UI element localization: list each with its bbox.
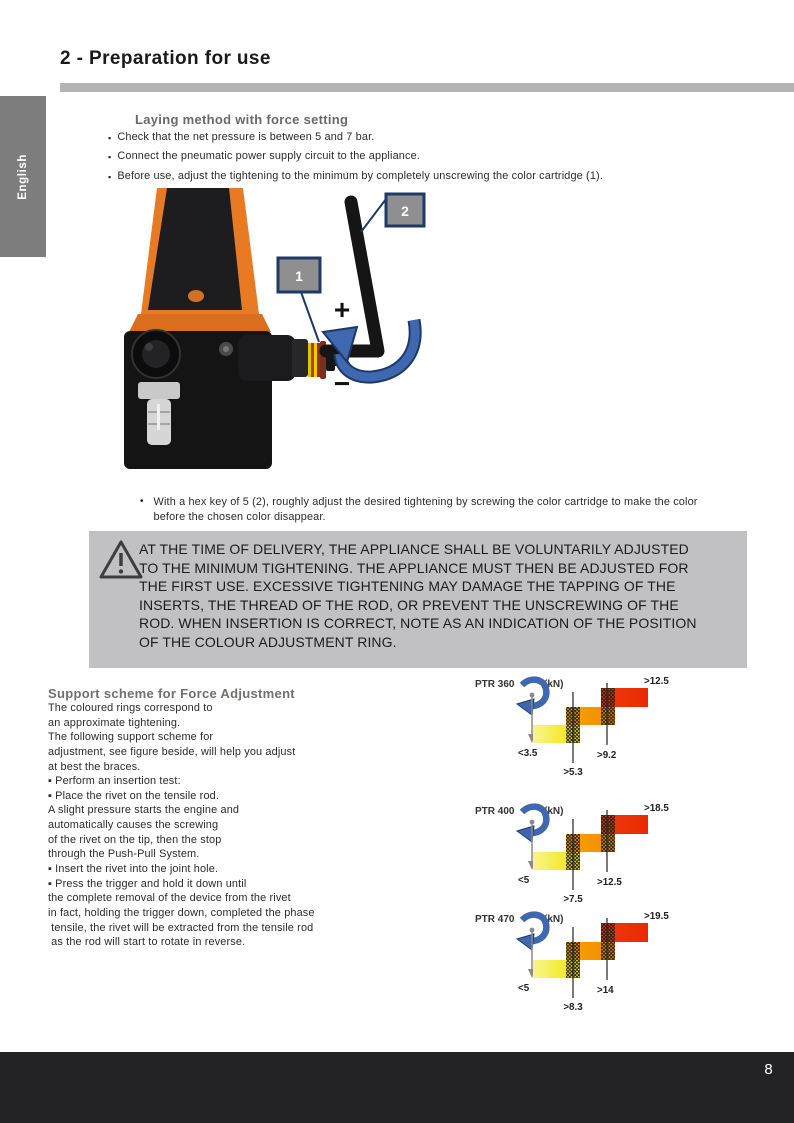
bullet-marker: ▪ (108, 171, 112, 182)
force-diagram (460, 903, 750, 1023)
support-text-line: in fact, holding the trigger down, completed the phase (48, 906, 315, 919)
tool-figure (120, 186, 430, 478)
plus-symbol: + (333, 294, 351, 325)
support-text-line: ▪ Place the rivet on the tensile rod. (48, 789, 220, 802)
bullet-text: Connect the pneumatic power supply circuit to the appliance. (117, 150, 420, 163)
support-scheme-text (48, 702, 315, 951)
section-heading-support-scheme: Support scheme for Force Adjustment (48, 686, 295, 701)
list-item (108, 131, 603, 150)
bullet-marker: • (140, 496, 144, 507)
force-bands (533, 923, 648, 978)
value-label-line2: >14 (597, 985, 614, 996)
value-label-yellow: <5 (518, 875, 530, 886)
force-diagrams (460, 668, 760, 1028)
support-text-line: the complete removal of the device from the rivet (48, 892, 291, 905)
bullet-text: Check that the net pressure is between 5 and 7 bar. (117, 131, 375, 143)
bullet-marker: ▪ (108, 133, 112, 143)
list-item (108, 150, 603, 169)
value-label-line2: >9.2 (597, 750, 617, 761)
warning-text: AT THE TIME OF DELIVERY, THE APPLIANCE SHALL BE VOLUNTARILY ADJUSTED TO THE MINIMUM TIGHTENING. THE APPLIANCE MUST THEN BE ADJUSTED FOR THE FIRST USE. EXCESSIVE TIGHTENING MAY DAMAGE THE TAPPING OF THE INSERTS, THE THREAD OF THE ROD, OR PREVENT THE UNSCREWING OF THE ROD. WHEN INSERTION IS CORRECT, NOTE AS AN INDICATION OF THE POSITION OF THE COLOUR ADJUSTMENT RING. (139, 541, 697, 650)
laying-bullet-list (108, 131, 603, 189)
warning-box (89, 531, 747, 668)
value-label-red: >19.5 (644, 911, 669, 922)
callout-2 (361, 194, 424, 232)
force-bands (533, 688, 648, 743)
model-label: PTR 470 (475, 914, 515, 925)
callout-1-label: 1 (295, 268, 303, 284)
support-text-line: automatically causes the screwing (48, 819, 219, 832)
page-title: 2 - Preparation for use (60, 48, 271, 69)
callout-2-label: 2 (401, 203, 409, 219)
warning-triangle-icon (98, 538, 144, 582)
title-rule (60, 83, 794, 92)
support-text-line: an approximate tightening. (48, 716, 181, 729)
support-text-line: The coloured rings correspond to (48, 702, 213, 714)
section-heading-laying-method: Laying method with force setting (135, 112, 349, 127)
page-number: 8 (764, 1061, 773, 1078)
support-text-line: ▪ Perform an insertion test: (48, 775, 181, 788)
language-tab-label: English (17, 153, 29, 200)
unit-label: (kN) (544, 679, 564, 690)
force-diagram (460, 668, 750, 788)
callout-1 (278, 258, 320, 342)
page-footer (0, 1052, 794, 1123)
value-label-line1: >5.3 (563, 767, 583, 778)
value-label-red: >18.5 (644, 803, 669, 814)
support-text-line: tensile, the rivet will be extracted from the tensile rod (48, 921, 314, 934)
support-text-line: ▪ Press the trigger and hold it down until (48, 877, 247, 890)
support-text-line: of the rivet on the tip, then the stop (48, 833, 222, 846)
force-diagram (460, 795, 750, 915)
model-label: PTR 400 (475, 806, 515, 817)
force-bands (533, 815, 648, 870)
support-text-line: as the rod will start to rotate in reverse. (48, 936, 246, 949)
tool-handle (129, 188, 271, 332)
bullet-marker: ▪ (108, 152, 112, 163)
value-label-yellow: <5 (518, 983, 530, 994)
unit-label: (kN) (544, 914, 564, 925)
value-label-line1: >7.5 (563, 894, 583, 905)
model-label: PTR 360 (475, 679, 515, 690)
support-text-line: A slight pressure starts the engine and (48, 804, 240, 817)
support-text-line: at best the braces. (48, 760, 141, 773)
support-text-line: The following support scheme for (48, 731, 214, 744)
value-label-line1: >8.3 (563, 1002, 583, 1013)
support-text-line: ▪ Insert the rivet into the joint hole. (48, 863, 219, 876)
hex-key-note-text: With a hex key of 5 (2), roughly adjust the desired tightening by screwing the color cartridge to make the color before the chosen color disappear. (153, 496, 698, 523)
support-text-line: adjustment, see figure beside, will help you adjust (48, 745, 296, 758)
value-label-line2: >12.5 (597, 877, 622, 888)
value-label-red: >12.5 (644, 676, 669, 687)
unit-label: (kN) (544, 806, 564, 817)
hex-key-note (140, 495, 726, 524)
minus-symbol: − (333, 368, 351, 399)
language-tab (0, 96, 46, 257)
value-label-yellow: <3.5 (518, 748, 538, 759)
support-text-line: through the Push-Pull System. (48, 848, 200, 861)
bullet-text: Before use, adjust the tightening to the minimum by completely unscrewing the color cartridge (1). (117, 169, 603, 182)
